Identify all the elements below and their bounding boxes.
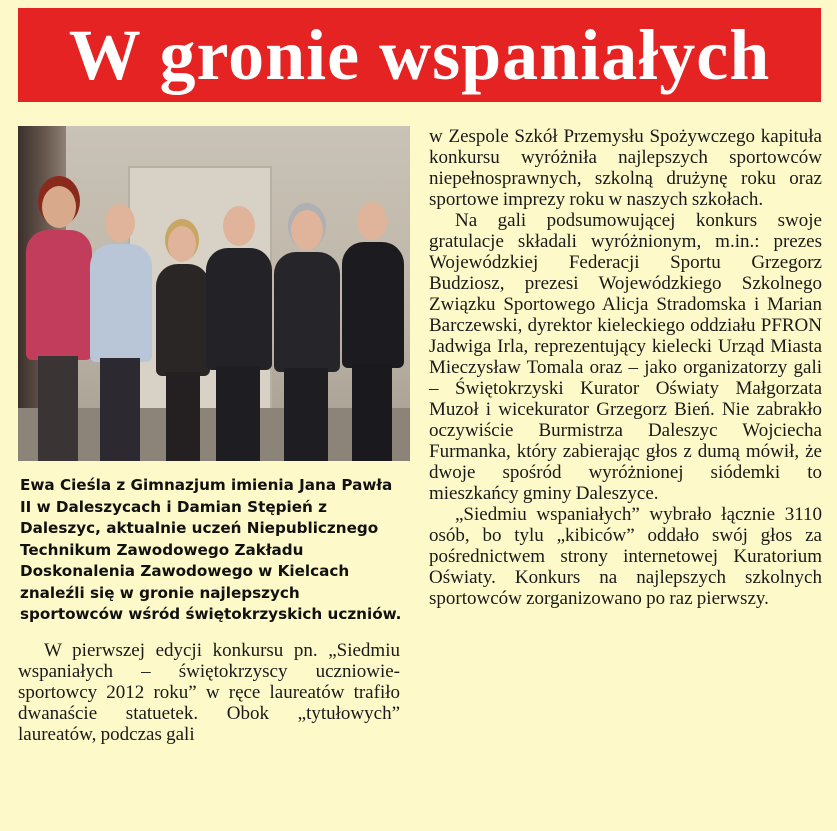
article-paragraph: Na gali podsumowującej konkurs swoje gratulacje składali wyróżnionym, m.in.: prezes Wojewódzkiej Federacji Sportu Grzegorz Budziosz, prezesi Wojewódzkiego Szkolnego Związku Sportowego Alicja Stradomska i Marian Barczewski, dyrektor kieleckiego oddziału PFRON Jadwiga Irla, reprezentujący kielecki Urząd Miasta Mieczysław Tomala oraz – jako organizatorzy gali – Świętokrzyski Kurator Oświaty Małgorzata Muzoł i wicekurator Grzegorz Bień. Nie zabrakło oczywiście Burmistrza Daleszyc Wojciecha Furmanka, który zabierając głos z dumą mówił, że dwoje spośród wyróżnionej siódemki to mieszkańcy gminy Daleszyce. bbox=[429, 210, 822, 504]
article-paragraph: w Zespole Szkół Przemysłu Spożywczego kapituła konkursu wyróżniła najlepszych sportowców niepełnosprawnych, szkolną drużynę roku oraz sportowe imprezy roku w naszych szkołach. bbox=[429, 126, 822, 210]
photo-person bbox=[24, 186, 94, 461]
photo-caption: Ewa Cieśla z Gimnazjum imienia Jana Pawła II w Daleszycach i Damian Stępień z Daleszyc, aktualnie uczeń Niepublicznego Technikum Zawodowego Zakładu Doskonalenia Zawodowego w Kielcach znaleźli się w gronie najlepszych sportowców wśród świętokrzyskich uczniów. bbox=[20, 476, 402, 623]
photo-person bbox=[340, 202, 406, 461]
photo-person bbox=[204, 206, 274, 461]
photo-person bbox=[272, 210, 342, 461]
headline: W gronie wspaniałych bbox=[68, 15, 771, 95]
article-paragraph: „Siedmiu wspaniałych” wybrało łącznie 3110 osób, bo tylu „kibiców” oddało swój głos za pośrednictwem strony internetowej Kuratorium Oświaty. Konkurs na najlepszych szkolnych sportowców zorganizowano po raz pierwszy. bbox=[429, 504, 822, 609]
right-column bbox=[427, 126, 822, 609]
headline-banner bbox=[18, 8, 821, 102]
left-column bbox=[18, 126, 410, 745]
group-photo bbox=[18, 126, 410, 461]
article-paragraph: W pierwszej edycji konkursu pn. „Siedmiu wspaniałych – świętokrzyscy uczniowie-sportowcy 2012 roku” w ręce laureatów trafiło dwanaście statuetek. Obok „tytułowych” laureatów, podczas gali bbox=[18, 639, 400, 745]
photo-person bbox=[88, 204, 154, 461]
